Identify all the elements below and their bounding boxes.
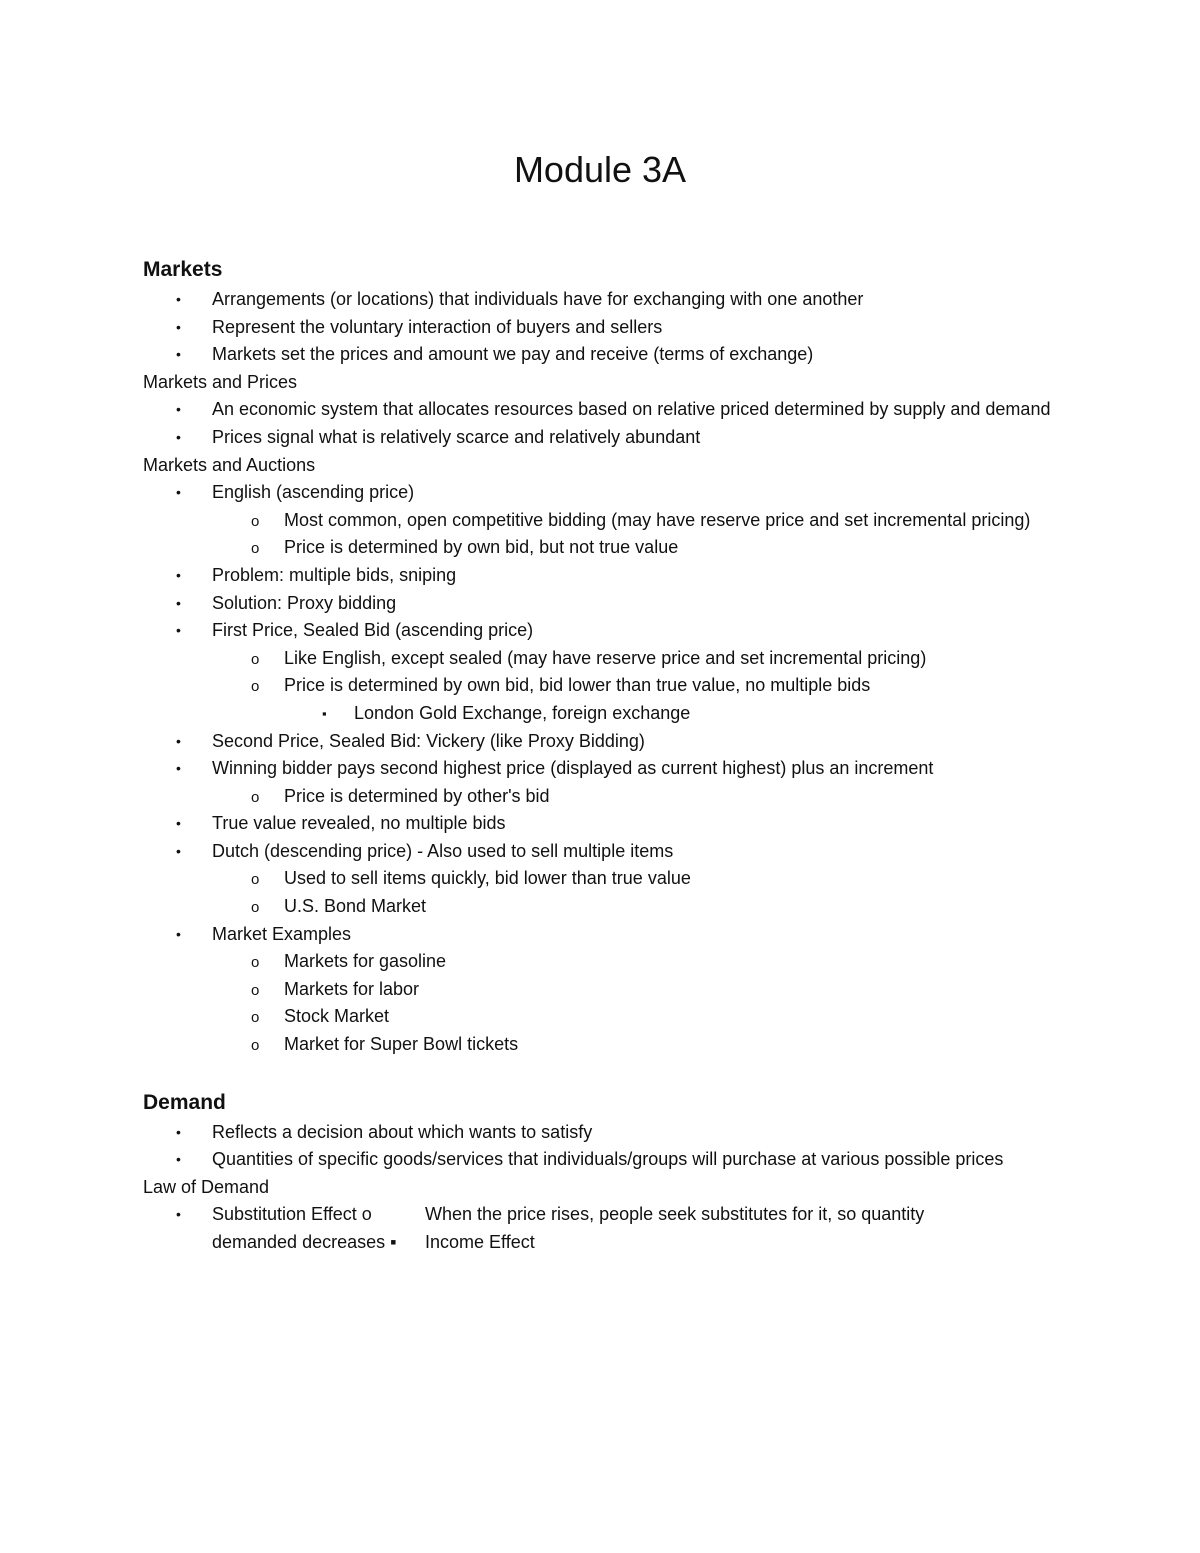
- list-item: • Second Price, Sealed Bid: Vickery (like Proxy Bidding): [143, 728, 1073, 756]
- list-item: o Market for Super Bowl tickets: [143, 1031, 1073, 1059]
- list-item: • Dutch (descending price) - Also used to sell multiple items: [143, 838, 1073, 866]
- list-item: • Represent the voluntary interaction of buyers and sellers: [143, 314, 1073, 342]
- circle-marker: o: [251, 899, 260, 917]
- bullet-marker: •: [176, 291, 181, 307]
- list-item: • Solution: Proxy bidding: [143, 590, 1073, 618]
- law-of-demand-list: [143, 1201, 1073, 1256]
- bullet-marker: •: [176, 760, 181, 777]
- markets-prices-list: [143, 396, 1073, 451]
- list-item: • Quantities of specific goods/services that individuals/groups will purchase at various possible prices: [143, 1146, 1073, 1174]
- circle-marker: o: [251, 512, 260, 530]
- markets-auctions-list: [143, 479, 1073, 1058]
- list-item: • An economic system that allocates resources based on relative priced determined by supply and demand: [143, 396, 1073, 424]
- list-item: ▪ London Gold Exchange, foreign exchange: [143, 700, 1073, 728]
- list-item: • Arrangements (or locations) that individuals have for exchanging with one another: [143, 286, 1073, 314]
- circle-marker: o: [251, 540, 260, 558]
- law-line-1: Substitution Effect o When the price rises, people seek substitutes for it, so quantity: [212, 1204, 925, 1225]
- bullet-marker: •: [176, 401, 181, 418]
- list-item: o Markets for labor: [143, 976, 1073, 1004]
- list-item: • Market Examples: [143, 921, 1073, 949]
- section-heading-markets: Markets: [143, 258, 223, 281]
- circle-marker: o: [251, 788, 260, 806]
- list-item: • Winning bidder pays second highest price (displayed as current highest) plus an increment: [143, 755, 1073, 783]
- list-item: • First Price, Sealed Bid (ascending price): [143, 617, 1073, 645]
- list-item: o Stock Market: [143, 1003, 1073, 1031]
- list-item: o Most common, open competitive bidding (may have reserve price and set incremental pricing): [143, 507, 1073, 535]
- bullet-marker: •: [176, 566, 181, 583]
- list-item: o Used to sell items quickly, bid lower than true value: [143, 865, 1073, 893]
- list-item: • True value revealed, no multiple bids: [143, 810, 1073, 838]
- list-item: [143, 1201, 1073, 1256]
- bullet-marker: •: [176, 1123, 181, 1140]
- page-title: Module 3A: [513, 149, 687, 190]
- circle-marker: o: [251, 1009, 260, 1027]
- list-item: • Prices signal what is relatively scarce and relatively abundant: [143, 424, 1073, 452]
- bullet-marker: •: [176, 925, 181, 942]
- circle-marker: o: [251, 871, 260, 889]
- bullet-marker: •: [176, 1206, 181, 1223]
- list-item: o U.S. Bond Market: [143, 893, 1073, 921]
- circle-marker: o: [251, 954, 260, 972]
- list-item: o Price is determined by other's bid: [143, 783, 1073, 811]
- document-body: [143, 254, 1073, 1257]
- square-marker: ▪: [322, 705, 327, 721]
- bullet-marker: •: [176, 815, 181, 832]
- subheading-law-of-demand: Law of Demand: [143, 1176, 270, 1197]
- markets-list: [143, 286, 1073, 369]
- demand-list: [143, 1119, 1073, 1174]
- subheading-markets-and-prices: Markets and Prices: [143, 371, 298, 392]
- circle-marker: o: [251, 678, 260, 696]
- circle-marker: o: [251, 981, 260, 999]
- bullet-marker: •: [176, 622, 181, 639]
- list-item: o Price is determined by own bid, bid lower than true value, no multiple bids: [143, 672, 1073, 700]
- bullet-marker: •: [176, 594, 181, 611]
- list-item: • Problem: multiple bids, sniping: [143, 562, 1073, 590]
- section-heading-demand: Demand: [143, 1090, 226, 1114]
- list-item: • English (ascending price): [143, 479, 1073, 507]
- bullet-marker: •: [176, 318, 181, 335]
- list-item: • Markets set the prices and amount we pay and receive (terms of exchange): [143, 341, 1073, 369]
- bullet-marker: •: [176, 842, 181, 859]
- bullet-marker: •: [176, 346, 181, 363]
- law-line-2: demanded decreases ▪ Income Effect: [212, 1232, 535, 1252]
- list-item: o Price is determined by own bid, but not true value: [143, 534, 1073, 562]
- list-item: o Like English, except sealed (may have reserve price and set incremental pricing): [143, 645, 1073, 673]
- circle-marker: o: [251, 650, 260, 668]
- list-item: • Reflects a decision about which wants to satisfy: [143, 1119, 1073, 1147]
- list-item: o Markets for gasoline: [143, 948, 1073, 976]
- bullet-marker: •: [176, 1151, 181, 1168]
- bullet-marker: •: [176, 428, 181, 445]
- bullet-marker: •: [176, 732, 181, 749]
- bullet-marker: •: [176, 484, 181, 501]
- subheading-markets-and-auctions: Markets and Auctions: [143, 454, 316, 475]
- circle-marker: o: [251, 1037, 260, 1055]
